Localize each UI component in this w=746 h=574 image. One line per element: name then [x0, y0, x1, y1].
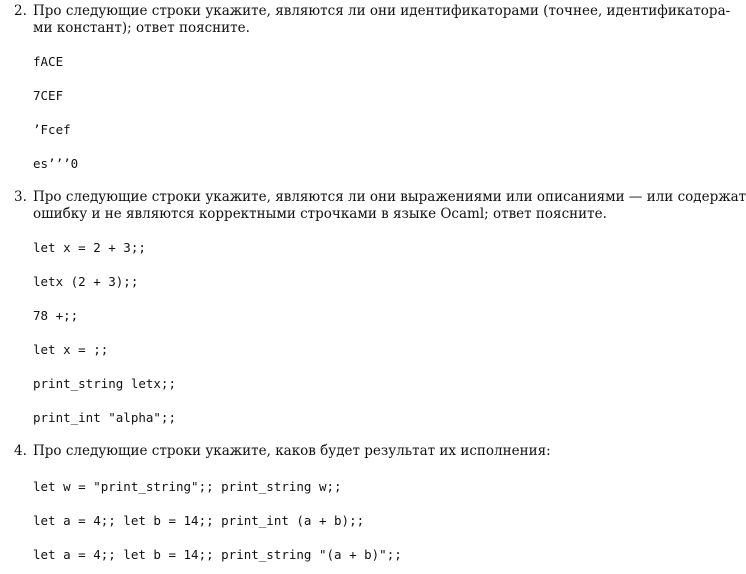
- question-4-number: 4.: [14, 443, 27, 459]
- question-4-item-1: let w = "print_string";; print_string w;;: [33, 479, 342, 494]
- question-3-item-1: let x = 2 + 3;;: [33, 240, 146, 255]
- question-4-item-2: let a = 4;; let b = 14;; print_int (a + b);;: [33, 513, 365, 528]
- question-3-item-4: let x = ;;: [33, 342, 109, 357]
- question-4-item-3: let a = 4;; let b = 14;; print_string "(a + b)";;: [33, 547, 402, 562]
- question-2-text-line-2: ми констант); ответ поясните.: [33, 20, 250, 36]
- question-2-item-4: es’’’0: [33, 156, 79, 171]
- question-3-item-5: print_string letx;;: [33, 376, 176, 391]
- question-3-text-line-2: ошибку и не являются корректными строчками в языке Ocaml; ответ поясните.: [33, 206, 607, 222]
- question-3-item-3: 78 +;;: [33, 308, 79, 323]
- question-3-number: 3.: [14, 189, 27, 205]
- question-3-item-6: print_int "alpha";;: [33, 410, 176, 425]
- question-4-text-line-1: Про следующие строки укажите, каков будет результат их исполнения:: [33, 443, 551, 459]
- question-3-item-2: letx (2 + 3);;: [33, 274, 139, 289]
- question-2-item-2: 7CEF: [33, 88, 64, 103]
- question-2-item-3: ’Fcef: [33, 122, 71, 137]
- question-2-number: 2.: [14, 3, 27, 19]
- question-3-text-line-1: Про следующие строки укажите, являются ли они выражениями или описаниями — или содержат: [33, 189, 746, 205]
- question-2-item-1: fACE: [33, 54, 64, 69]
- question-2-text-line-1: Про следующие строки укажите, являются ли они идентификаторами (точнее, идентификатора-: [33, 3, 731, 19]
